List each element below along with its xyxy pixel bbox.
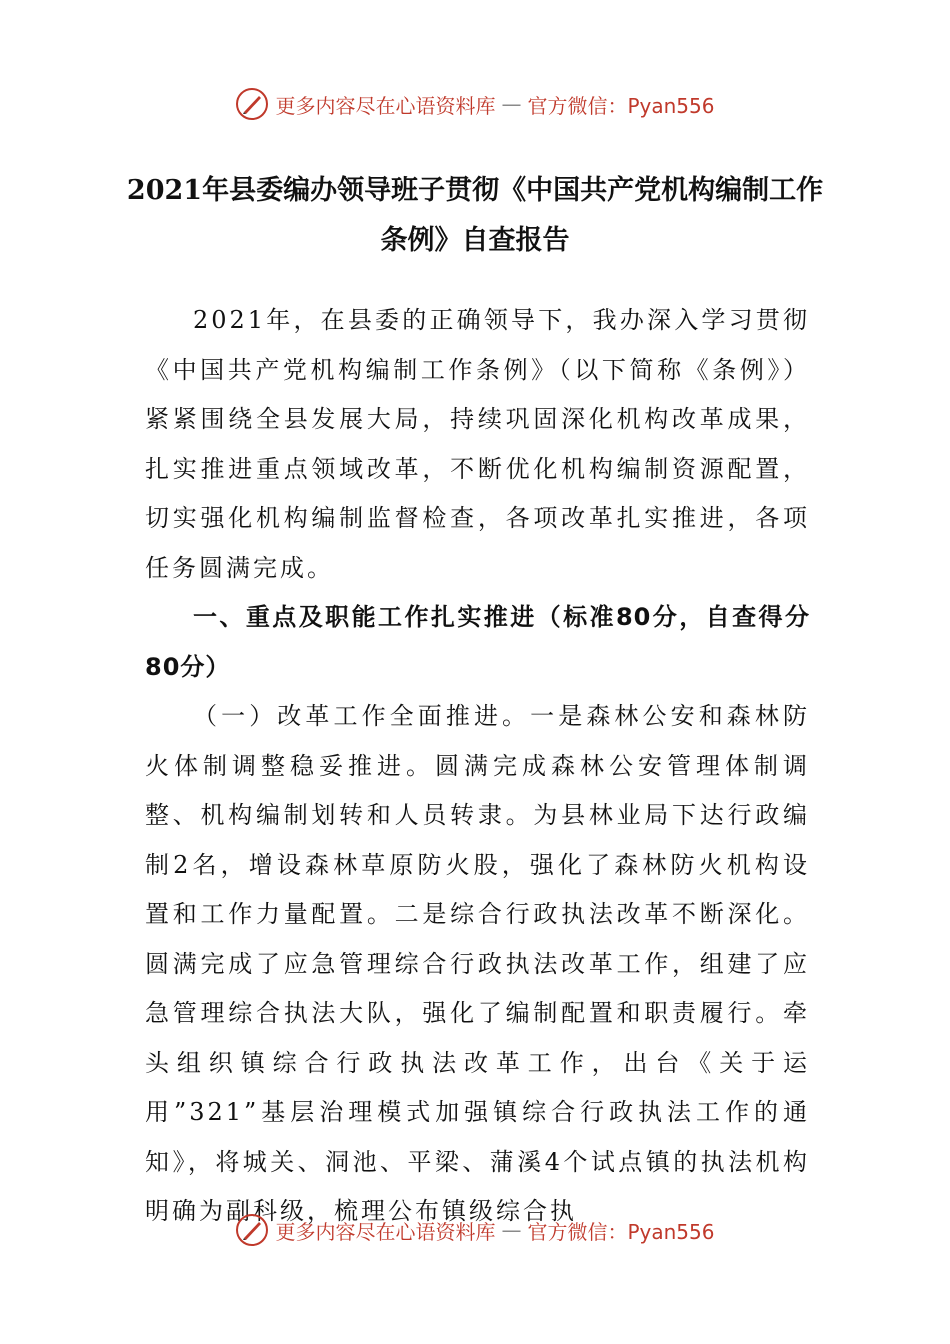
quill-logo-icon — [235, 87, 269, 121]
title-line-1: 2021年县委编办领导班子贯彻《中国共产党机构编制工作 — [126, 175, 824, 206]
watermark-dash: — — [501, 92, 522, 116]
watermark-header — [0, 84, 950, 124]
watermark-brand: 更多内容尽在心语资料库 — [275, 1219, 496, 1244]
section-1-heading: 一、重点及职能工作扎实推进（标准80分，自查得分80分） — [145, 603, 810, 681]
watermark-dash: — — [501, 1218, 522, 1242]
section-1-paragraph-1: （一）改革工作全面推进。一是森林公安和森林防火体制调整稳妥推进。圆满完成森林公安管理体制调整、机构编制划转和人员转隶。为县林业局下达行政编制2名，增设森林草原防火股，强化了森林防火机构设置和工作力量配置。二是综合行政执法改革不断深化。圆满完成了应急管理综合行政执法改革工作，组建了应急管理综合执法大队，强化了编制配置和职责履行。牵头组织镇综合行政执法改革工作，出台《关于运用”321”基层治理模式加强镇综合行政执法工作的通知》，将城关、洞池、平梁、蒲溪4个试点镇的执法机构明确为副科级，梳理公布镇级综合执 — [145, 702, 810, 1225]
watermark-contact: 官方微信：Pyan556 — [527, 1219, 715, 1244]
quill-logo-icon — [235, 1213, 269, 1247]
watermark-brand: 更多内容尽在心语资料库 — [275, 93, 496, 118]
document-title — [120, 166, 830, 266]
watermark-contact: 官方微信：Pyan556 — [527, 93, 715, 118]
intro-paragraph: 2021年，在县委的正确领导下，我办深入学习贯彻《中国共产党机构编制工作条例》（以下简称《条例》）紧紧围绕全县发展大局，持续巩固深化机构改革成果，扎实推进重点领域改革，不断优化机构编制资源配置，切实强化机构编制监督检查，各项改革扎实推进，各项任务圆满完成。 — [145, 306, 810, 582]
title-line-2: 条例》自查报告 — [380, 225, 570, 256]
document-body — [145, 296, 810, 1237]
watermark-footer — [0, 1210, 950, 1250]
